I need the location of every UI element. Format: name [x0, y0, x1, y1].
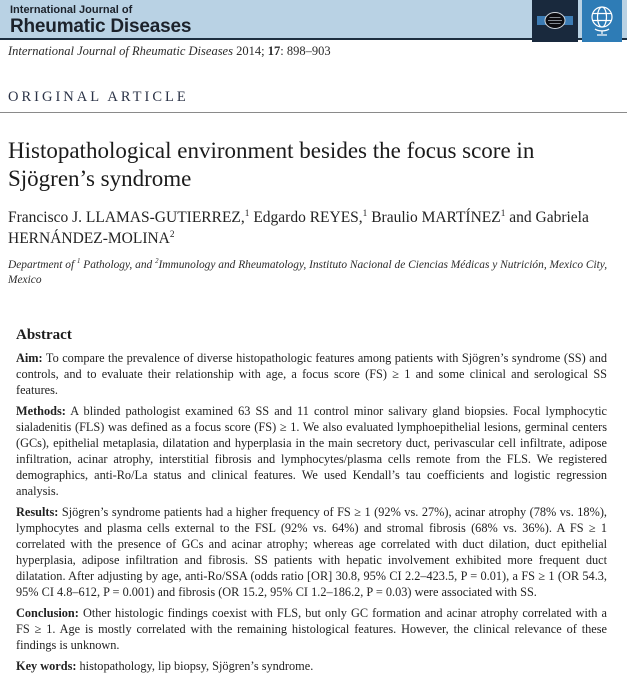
journal-name: Rheumatic Diseases — [10, 16, 192, 37]
aplar-emblem-icon — [532, 0, 578, 42]
paragraph-label: Key words: — [16, 659, 77, 673]
paragraph-text: histopathology, lip biopsy, Sjögren’s syndrome. — [76, 659, 314, 673]
superscript: 1 — [500, 208, 506, 219]
text-segment: Department of — [8, 259, 77, 271]
paragraph-label: Conclusion: — [16, 606, 79, 620]
text-segment: International Journal of Rheumatic Diseases — [8, 44, 233, 58]
text-segment: : 898–903 — [280, 44, 331, 58]
abstract-paragraph — [16, 605, 607, 653]
logo-row — [532, 0, 622, 42]
paragraph-label: Results: — [16, 505, 59, 519]
superscript: 2 — [169, 229, 175, 240]
globe-icon — [582, 0, 622, 42]
text-segment: Braulio MARTÍNEZ — [367, 209, 501, 226]
article-type-heading: ORIGINAL ARTICLE — [8, 89, 189, 105]
article-title: Histopathological environment besides the focus score in Sjögren’s syndrome — [8, 138, 535, 191]
author-list — [8, 207, 615, 249]
abstract-body — [16, 350, 607, 674]
abstract-heading: Abstract — [16, 327, 72, 343]
text-segment: Edgardo REYES, — [249, 209, 363, 226]
text-segment: Immunology and Rheumatology, Instituto Nacional de Ciencias Médicas y Nutrición, Mexico City, Mexico — [8, 259, 608, 286]
abstract-section — [16, 327, 607, 674]
text-segment: Francisco J. LLAMAS-GUTIERREZ, — [8, 209, 245, 226]
text-segment: and Gabriela HERNÁNDEZ-MOLINA — [8, 209, 589, 247]
journal-masthead — [0, 0, 627, 40]
superscript: 1 — [362, 208, 368, 219]
abstract-paragraph — [16, 658, 607, 674]
journal-kicker: International Journal of — [10, 4, 133, 16]
paragraph-text: Sjögren’s syndrome patients had a higher frequency of FS ≥ 1 (92% vs. 27%), acinar atrophy (78% vs. 18%), lymphocytes and plasma cells external to the FSL (92% vs. 64%) and stromal fibrosis (68% vs. 36%). A FS ≥ 1 correlated with the presence of GCs and acinar atrophy; whereas age correlated with duct dilation, duct epithelial hyperplasia, adipose infiltration and fibrosis. SS patients with hepatic involvement exhibited more frequent duct dilatation. After adjusting by age, anti-Ro/SSA (odds ratio [OR] 30.8, 95% CI 2.2–423.5, P = 0.01), a FS ≥ 1 (OR 54.3, 95% CI 4.8–612, P = 0.001) and fibrosis (OR 15.2, 95% CI 1.2–186.2, P = 0.03) were associated with SS. — [16, 505, 607, 599]
section-divider — [0, 112, 627, 113]
paragraph-label: Methods: — [16, 404, 66, 418]
abstract-paragraph — [16, 403, 607, 499]
paragraph-label: Aim: — [16, 351, 43, 365]
text-segment: 2014; — [232, 44, 268, 58]
affiliation — [8, 258, 615, 287]
abstract-paragraph — [16, 350, 607, 398]
abstract-paragraph — [16, 504, 607, 600]
paragraph-text: A blinded pathologist examined 63 SS and 11 control minor salivary gland biopsies. Focal lymphocytic sialadenitis (FLS) was defined as a focus score (FS) ≥ 1. We also evaluated lymphoepithelial lesions, germinal centers (GCs), epithelial metaplasia, dilatation and hyperplasia in the main secretory duct, perivascular cell infiltrate, adipose infiltration, acinar atrophy, interstitial fibrosis and lymphocytes/plasma cells remote from the FLS. We registered demographics, anti-Ro/La status and clinical features. We used Kendall’s tau coefficients and logistic regression analysis. — [16, 404, 607, 498]
superscript: 1 — [244, 208, 250, 219]
text-segment: 17 — [267, 44, 281, 58]
superscript: 1 — [76, 258, 81, 266]
journal-citation — [8, 44, 615, 59]
paragraph-text: Other histologic findings coexist with FLS, but only GC formation and acinar atrophy correlated with a FS ≥ 1. Age is mostly correlated with the remaining histological features. However, the clinical relevance of these findings is unknown. — [16, 606, 607, 652]
text-segment: Pathology, and — [80, 259, 156, 271]
superscript: 2 — [155, 258, 159, 266]
paragraph-text: To compare the prevalence of diverse histopathologic features among patients with Sjögren’s syndrome (SS) and controls, and to evaluate their relationship with age, a focus score (FS) ≥ 1 and some clinical and serological SS features. — [16, 351, 607, 397]
